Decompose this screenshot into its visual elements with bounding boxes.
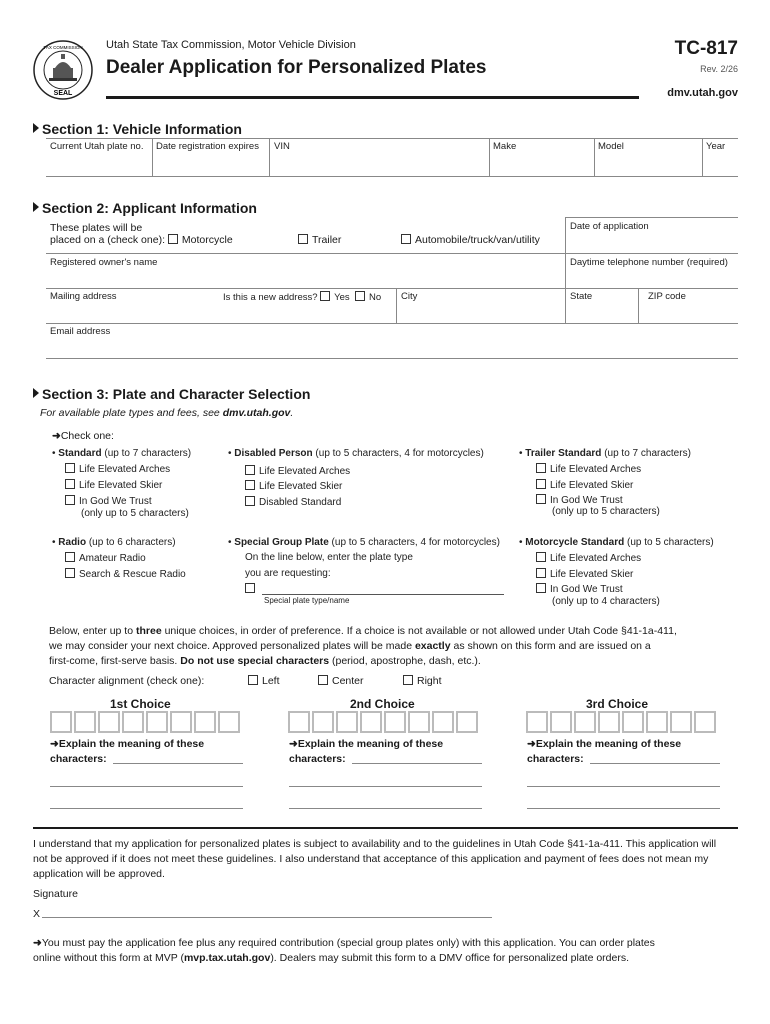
align-center-checkbox[interactable] [318, 675, 328, 685]
checkbox[interactable] [65, 495, 75, 505]
signature-line[interactable] [42, 917, 492, 918]
date-of-application-field[interactable]: Date of application [570, 221, 649, 232]
char-box[interactable] [550, 711, 572, 733]
char-box[interactable] [194, 711, 216, 733]
choice1-explain-line-2[interactable] [50, 786, 243, 787]
choice1-heading: 1st Choice [110, 697, 171, 711]
choice1-character-boxes[interactable] [50, 711, 250, 738]
checkbox[interactable] [245, 465, 255, 475]
make-field[interactable]: Make [493, 141, 517, 152]
plate-types-intro: For available plate types and fees, see dmv.utah.gov. [40, 407, 294, 419]
automobile-option[interactable]: Automobile/truck/van/utility [401, 234, 540, 246]
choice1-explain-label: ➜Explain the meaning of these [50, 738, 205, 750]
arrow-right-icon: ➜ [33, 937, 42, 949]
choice2-heading: 2nd Choice [350, 697, 415, 711]
char-box[interactable] [360, 711, 382, 733]
footer-rule [33, 827, 738, 829]
section3-heading: Section 3: Plate and Character Selection [33, 386, 310, 402]
mailing-address-field[interactable]: Mailing address [50, 291, 117, 302]
checkbox[interactable] [536, 463, 546, 473]
choice3-character-boxes[interactable] [526, 711, 726, 738]
divider [46, 288, 738, 289]
char-box[interactable] [646, 711, 668, 733]
radio-opt-2[interactable]: Search & Rescue Radio [65, 568, 186, 580]
moto-title: • Motorcycle Standard (up to 5 characters) [519, 537, 714, 548]
trailer-opt-1[interactable]: Life Elevated Arches [536, 463, 641, 475]
fee-notice: ➜You must pay the application fee plus any required contribution (special group plates only) with this application. You can order plates online without this form at MVP (mvp.tax.utah.gov). Dealers may submit this form to a DMV office for personalized plate orders. [33, 937, 655, 964]
automobile-checkbox[interactable] [401, 234, 411, 244]
moto-note: (only up to 4 characters) [552, 596, 660, 607]
new-address-question: Is this a new address? Yes No [223, 292, 382, 303]
checkbox[interactable] [245, 496, 255, 506]
trailer-option[interactable]: Trailer [298, 234, 341, 246]
char-box[interactable] [694, 711, 716, 733]
checkbox[interactable] [536, 494, 546, 504]
char-box[interactable] [670, 711, 692, 733]
checkbox[interactable] [65, 568, 75, 578]
checkbox[interactable] [536, 479, 546, 489]
section2-heading: Section 2: Applicant Information [33, 200, 257, 216]
checkbox[interactable] [65, 552, 75, 562]
state-field[interactable]: State [570, 291, 593, 302]
divider [46, 323, 738, 324]
alignment-label: Character alignment (check one): [49, 675, 205, 687]
email-field[interactable]: Email address [50, 326, 111, 337]
website-link[interactable]: dmv.utah.gov [667, 87, 738, 99]
divider [396, 288, 397, 323]
char-box[interactable] [312, 711, 334, 733]
revision-date: Rev. 2/26 [700, 64, 738, 74]
moto-opt-2[interactable]: Life Elevated Skier [536, 568, 633, 580]
arrow-right-icon: ➜ [50, 738, 59, 750]
align-left-option[interactable]: Left [248, 675, 280, 687]
checkbox[interactable] [536, 552, 546, 562]
form-title: Dealer Application for Personalized Plates [106, 57, 487, 78]
choice2-explain-line-3[interactable] [289, 808, 482, 809]
motorcycle-checkbox[interactable] [168, 234, 178, 244]
char-box[interactable] [122, 711, 144, 733]
agreement-text: I understand that my application for personalized plates is subject to availability and to the guidelines in Utah Code §41-1a-411. This application will not be approved if it does not meet these guidelines. I also understand that acceptance of this application and payment of fees does not mean my application will be approved. [33, 838, 717, 880]
char-box[interactable] [50, 711, 72, 733]
special-group-checkbox-row[interactable] [245, 583, 259, 595]
motorcycle-label: Motorcycle [181, 234, 233, 246]
choice-instructions: Below, enter up to three unique choices, in order of preference. If a choice is not available or not allowed under Utah Code §41-1a-411, we may consider your next choice. Approved personalized plates will be made exactly as shown on this form and are issued on a first-come, first-serve basis. Do not use special characters (period, apostrophe, dash, etc.). [49, 625, 677, 667]
special-line-1: On the line below, enter the plate type [245, 552, 413, 563]
vin-field[interactable]: VIN [274, 141, 290, 152]
choice3-explain-line[interactable] [590, 763, 720, 764]
registered-owner-field[interactable]: Registered owner's name [50, 257, 158, 268]
section1-bottom-line [46, 176, 738, 177]
choice2-character-boxes[interactable] [288, 711, 488, 738]
checkbox[interactable] [536, 583, 546, 593]
standard-opt-2[interactable]: Life Elevated Skier [65, 479, 162, 491]
char-box[interactable] [288, 711, 310, 733]
char-box[interactable] [408, 711, 430, 733]
divider [489, 138, 490, 176]
char-box[interactable] [598, 711, 620, 733]
plates-placed-label-2: placed on a (check one): Motorcycle [50, 234, 233, 246]
checkbox[interactable] [65, 463, 75, 473]
standard-title: • Standard (up to 7 characters) [52, 448, 192, 459]
moto-opt-3[interactable]: In God We Trust [536, 583, 623, 595]
utah-state-seal-logo [33, 40, 93, 100]
char-box[interactable] [432, 711, 454, 733]
new-address-no-checkbox[interactable] [355, 291, 365, 301]
daytime-phone-field[interactable]: Daytime telephone number (required) [570, 257, 728, 268]
svg-text:TAX COMMISSION: TAX COMMISSION [43, 45, 83, 50]
trailer-note: (only up to 5 characters) [552, 506, 660, 517]
checkbox[interactable] [245, 583, 255, 593]
choice2-explain-line-2[interactable] [289, 786, 482, 787]
radio-title: • Radio (up to 6 characters) [52, 537, 176, 548]
align-right-checkbox[interactable] [403, 675, 413, 685]
choice1-explain-line[interactable] [113, 763, 243, 764]
divider [565, 217, 738, 218]
special-plate-input-line[interactable] [262, 594, 504, 595]
divider [269, 138, 270, 176]
trailer-checkbox[interactable] [298, 234, 308, 244]
standard-opt-1[interactable]: Life Elevated Arches [65, 463, 170, 475]
divider [152, 138, 153, 176]
mvp-link[interactable]: mvp.tax.utah.gov [183, 952, 271, 964]
year-field[interactable]: Year [706, 141, 726, 152]
divider [702, 138, 703, 176]
arrow-right-icon: ➜ [52, 430, 61, 442]
choice2-explain-line[interactable] [352, 763, 482, 764]
form-number: TC-817 [674, 38, 738, 59]
new-address-yes-checkbox[interactable] [320, 291, 330, 301]
trailer-title: • Trailer Standard (up to 7 characters) [519, 448, 691, 459]
special-title: • Special Group Plate (up to 5 characters, 4 for motorcycles) [228, 537, 500, 548]
zip-field[interactable]: ZIP code [648, 291, 686, 302]
current-plate-field[interactable]: Current Utah plate no. [50, 141, 144, 152]
divider [46, 358, 738, 359]
choice3-explain-line-3[interactable] [527, 808, 720, 809]
char-box[interactable] [526, 711, 548, 733]
agency-name: Utah State Tax Commission, Motor Vehicle Division [106, 39, 356, 51]
align-left-checkbox[interactable] [248, 675, 258, 685]
char-box[interactable] [74, 711, 96, 733]
divider [594, 138, 595, 176]
choice3-explain-line-2[interactable] [527, 786, 720, 787]
char-box[interactable] [384, 711, 406, 733]
triangle-icon [33, 202, 39, 212]
dmv-link[interactable]: dmv.utah.gov [222, 407, 291, 419]
svg-text:SEAL: SEAL [53, 90, 73, 97]
section1-top-line [46, 138, 738, 139]
divider [638, 288, 639, 323]
plates-placed-label: These plates will be [50, 222, 143, 234]
check-one-label: ➜Check one: [52, 430, 114, 442]
signature-label: Signature [33, 888, 78, 900]
signature-x: X [33, 908, 41, 920]
special-line-2: you are requesting: [245, 568, 331, 579]
align-right-option[interactable]: Right [403, 675, 442, 687]
trailer-opt-2[interactable]: Life Elevated Skier [536, 479, 633, 491]
registration-expires-field[interactable]: Date registration expires [156, 141, 259, 152]
checkbox[interactable] [536, 568, 546, 578]
char-box[interactable] [456, 711, 478, 733]
disabled-opt-2[interactable]: Life Elevated Skier [245, 480, 342, 492]
choice3-explain-label: ➜Explain the meaning of these [527, 738, 682, 750]
moto-opt-1[interactable]: Life Elevated Arches [536, 552, 641, 564]
disabled-opt-1[interactable]: Life Elevated Arches [245, 465, 350, 477]
choice2-characters-label: characters: [289, 753, 346, 765]
checkbox[interactable] [65, 479, 75, 489]
choice1-explain-line-3[interactable] [50, 808, 243, 809]
trailer-opt-3[interactable]: In God We Trust [536, 494, 623, 506]
special-plate-caption: Special plate type/name [264, 596, 350, 605]
radio-opt-1[interactable]: Amateur Radio [65, 552, 146, 564]
header-rule [106, 96, 639, 99]
checkbox[interactable] [245, 480, 255, 490]
char-box[interactable] [622, 711, 644, 733]
model-field[interactable]: Model [598, 141, 624, 152]
triangle-icon [33, 388, 39, 398]
choice1-characters-label: characters: [50, 753, 107, 765]
arrow-right-icon: ➜ [289, 738, 298, 750]
standard-note: (only up to 5 characters) [81, 508, 189, 519]
arrow-right-icon: ➜ [527, 738, 536, 750]
disabled-title: • Disabled Person (up to 5 characters, 4 for motorcycles) [228, 448, 484, 459]
char-box[interactable] [336, 711, 358, 733]
divider [565, 217, 566, 323]
choice3-heading: 3rd Choice [586, 697, 649, 711]
char-box[interactable] [170, 711, 192, 733]
city-field[interactable]: City [401, 291, 418, 302]
char-box[interactable] [574, 711, 596, 733]
divider [46, 253, 738, 254]
choice2-explain-label: ➜Explain the meaning of these [289, 738, 444, 750]
choice3-characters-label: characters: [527, 753, 584, 765]
section1-heading: Section 1: Vehicle Information [33, 121, 242, 137]
triangle-icon [33, 123, 39, 133]
disabled-opt-3[interactable]: Disabled Standard [245, 496, 341, 508]
char-box[interactable] [146, 711, 168, 733]
char-box[interactable] [98, 711, 120, 733]
char-box[interactable] [218, 711, 240, 733]
align-center-option[interactable]: Center [318, 675, 364, 687]
standard-opt-3[interactable]: In God We Trust [65, 495, 152, 507]
